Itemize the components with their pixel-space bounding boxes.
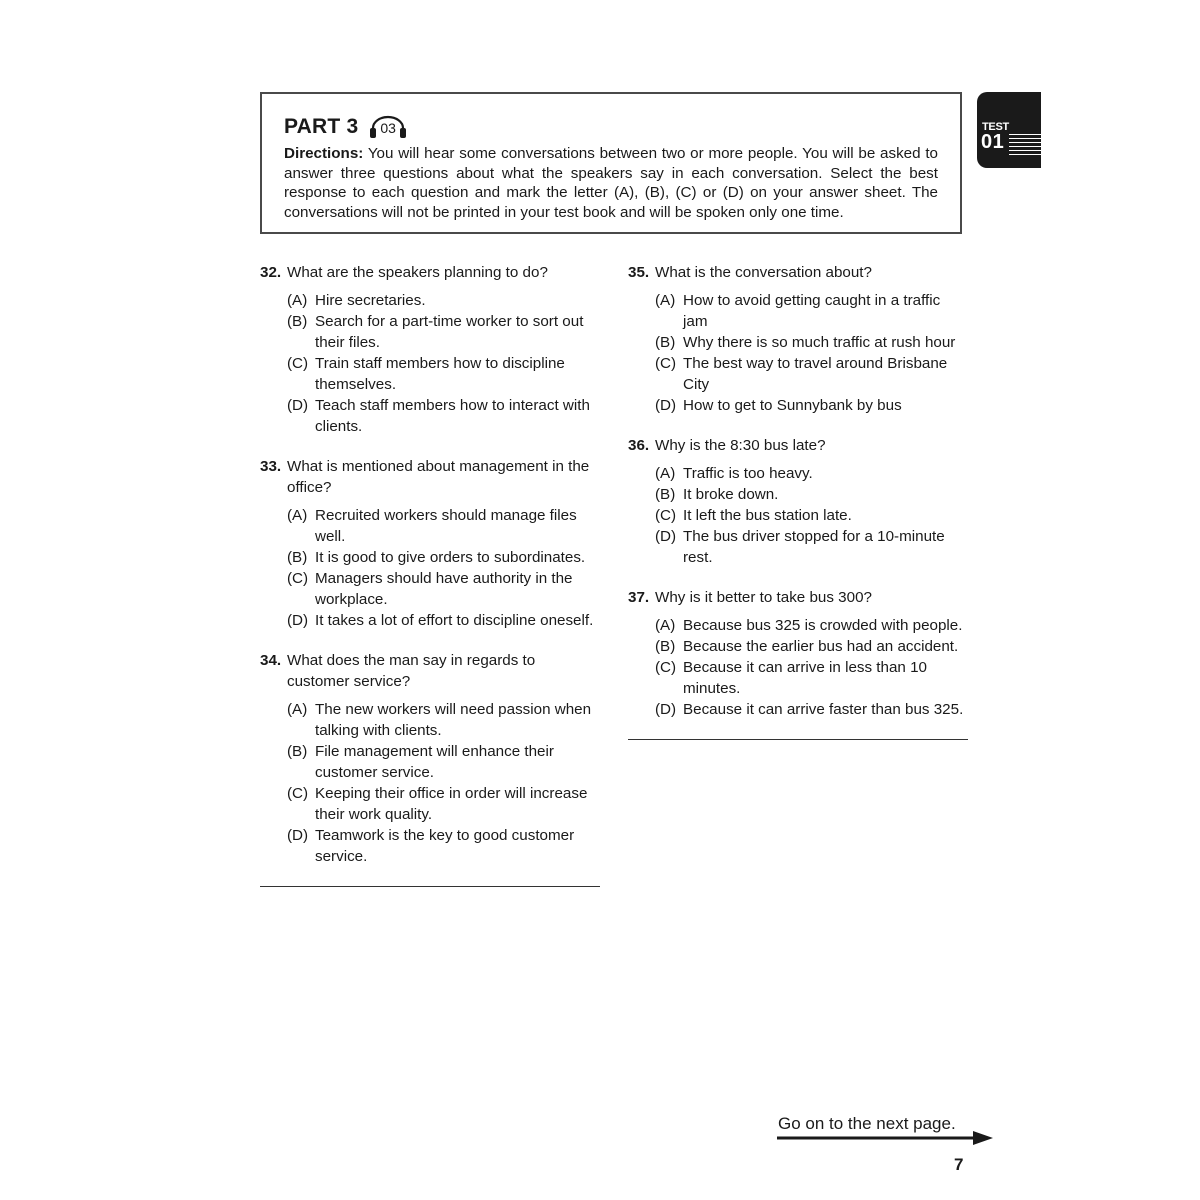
option-text: Teamwork is the key to good customer service. (315, 827, 575, 865)
question-number: 32. (260, 264, 282, 281)
headphone-icon (368, 114, 408, 140)
answer-option (655, 526, 968, 568)
option-letter: (C) (655, 659, 677, 676)
option-letter: (C) (655, 355, 677, 372)
option-letter: (A) (655, 292, 676, 309)
question-text: Why is it better to take bus 300? (655, 589, 872, 606)
answer-option (287, 825, 600, 867)
answer-option (655, 615, 968, 636)
page-number: 7 (954, 1155, 964, 1174)
option-letter: (B) (655, 638, 676, 655)
answer-option (655, 353, 968, 395)
option-text: The bus driver stopped for a 10-minute rest. (683, 528, 945, 566)
option-letter: (B) (287, 313, 308, 330)
tab-stripes (1009, 134, 1041, 156)
question-item (628, 262, 968, 416)
answer-option (655, 332, 968, 353)
option-text: Train staff members how to discipline themselves. (315, 355, 565, 393)
option-letter: (B) (655, 334, 676, 351)
option-letter: (C) (287, 570, 309, 587)
option-letter: (D) (655, 528, 677, 545)
option-text: It left the bus station late. (683, 507, 852, 524)
question-line (260, 650, 600, 692)
option-text: Managers should have authority in the workplace. (315, 570, 573, 608)
question-number: 35. (628, 264, 650, 281)
option-text: Because the earlier bus had an accident. (683, 638, 959, 655)
directions-body: You will hear some conversations between two or more people. You will be asked to answer three questions about what the speakers say in each conversation. Select the best response to each question and mark the letter (A), (B), (C) or (D) on your answer sheet. The conversations will not be printed in your test book and will be spoken only one time. (284, 145, 938, 221)
answer-option (287, 395, 600, 437)
test-tab-number: 01 (981, 131, 1005, 153)
option-text: The new workers will need passion when talking with clients. (315, 701, 592, 739)
option-letter: (D) (655, 701, 677, 718)
question-line (628, 435, 968, 456)
answer-options (628, 463, 968, 568)
option-text: Because it can arrive faster than bus 325. (683, 701, 964, 718)
answer-option (287, 699, 600, 741)
right-column (628, 262, 968, 740)
option-letter: (C) (287, 355, 309, 372)
option-text: File management will enhance their customer service. (315, 743, 554, 781)
answer-option (655, 463, 968, 484)
option-letter: (A) (287, 701, 308, 718)
answer-options (260, 290, 600, 437)
option-text: It broke down. (683, 486, 779, 503)
answer-option (287, 610, 600, 631)
track-number: 03 (380, 120, 396, 136)
option-letter: (B) (655, 486, 676, 503)
answer-option (655, 395, 968, 416)
directions-text (284, 144, 938, 222)
question-number: 34. (260, 652, 282, 669)
directions-box (260, 92, 962, 234)
option-text: Because bus 325 is crowded with people. (683, 617, 963, 634)
left-column-rule (260, 886, 600, 887)
answer-option (655, 636, 968, 657)
answer-option (287, 783, 600, 825)
option-letter: (C) (287, 785, 309, 802)
option-text: How to avoid getting caught in a traffic jam (683, 292, 941, 330)
question-text: What is the conversation about? (655, 264, 872, 281)
option-text: Why there is so much traffic at rush hour (683, 334, 956, 351)
answer-option (287, 741, 600, 783)
answer-option (287, 290, 600, 311)
answer-option (655, 699, 968, 720)
option-letter: (D) (287, 612, 309, 629)
right-column-rule (628, 739, 968, 740)
question-item (628, 587, 968, 720)
test-tab (977, 92, 1041, 168)
question-item (260, 456, 600, 631)
answer-option (655, 484, 968, 505)
directions-label: Directions: (284, 145, 364, 162)
left-column (260, 262, 600, 887)
question-line (628, 262, 968, 283)
option-text: Because it can arrive in less than 10 minutes. (683, 659, 927, 697)
option-letter: (D) (655, 397, 677, 414)
answer-option (655, 290, 968, 332)
question-number: 37. (628, 589, 650, 606)
option-letter: (A) (287, 292, 308, 309)
answer-option (287, 311, 600, 353)
next-page-note: Go on to the next page. (778, 1114, 956, 1133)
option-text: It is good to give orders to subordinates. (315, 549, 586, 566)
question-line (260, 262, 600, 283)
option-letter: (B) (287, 549, 308, 566)
question-text: What are the speakers planning to do? (287, 264, 548, 281)
answer-option (287, 505, 600, 547)
question-text: What is mentioned about management in the office? (287, 458, 590, 496)
option-letter: (C) (655, 507, 677, 524)
answer-option (287, 547, 600, 568)
option-text: The best way to travel around Brisbane City (683, 355, 948, 393)
option-text: Recruited workers should manage files well. (315, 507, 577, 545)
question-line (628, 587, 968, 608)
answer-option (287, 568, 600, 610)
answer-options (260, 505, 600, 631)
option-letter: (A) (287, 507, 308, 524)
option-text: Hire secretaries. (315, 292, 426, 309)
question-item (260, 262, 600, 437)
question-text: What does the man say in regards to customer service? (287, 652, 536, 690)
answer-option (655, 657, 968, 699)
option-text: Search for a part-time worker to sort out their files. (315, 313, 584, 351)
option-letter: (A) (655, 617, 676, 634)
part-heading (284, 112, 938, 142)
question-text: Why is the 8:30 bus late? (655, 437, 826, 454)
question-line (260, 456, 600, 498)
option-text: Teach staff members how to interact with clients. (315, 397, 590, 435)
answer-options (628, 615, 968, 720)
answer-options (628, 290, 968, 416)
option-text: Traffic is too heavy. (683, 465, 813, 482)
arrow-right-icon (777, 1130, 997, 1146)
answer-option (655, 505, 968, 526)
option-letter: (D) (287, 827, 309, 844)
option-letter: (D) (287, 397, 309, 414)
option-text: It takes a lot of effort to discipline oneself. (315, 612, 594, 629)
question-number: 36. (628, 437, 650, 454)
part-title: PART 3 (284, 115, 359, 138)
question-item (260, 650, 600, 867)
option-text: Keeping their office in order will increase their work quality. (315, 785, 588, 823)
question-number: 33. (260, 458, 282, 475)
answer-options (260, 699, 600, 867)
option-letter: (B) (287, 743, 308, 760)
option-text: How to get to Sunnybank by bus (683, 397, 902, 414)
test-tab-label: TEST (982, 121, 1009, 133)
question-item (628, 435, 968, 568)
answer-option (287, 353, 600, 395)
option-letter: (A) (655, 465, 676, 482)
